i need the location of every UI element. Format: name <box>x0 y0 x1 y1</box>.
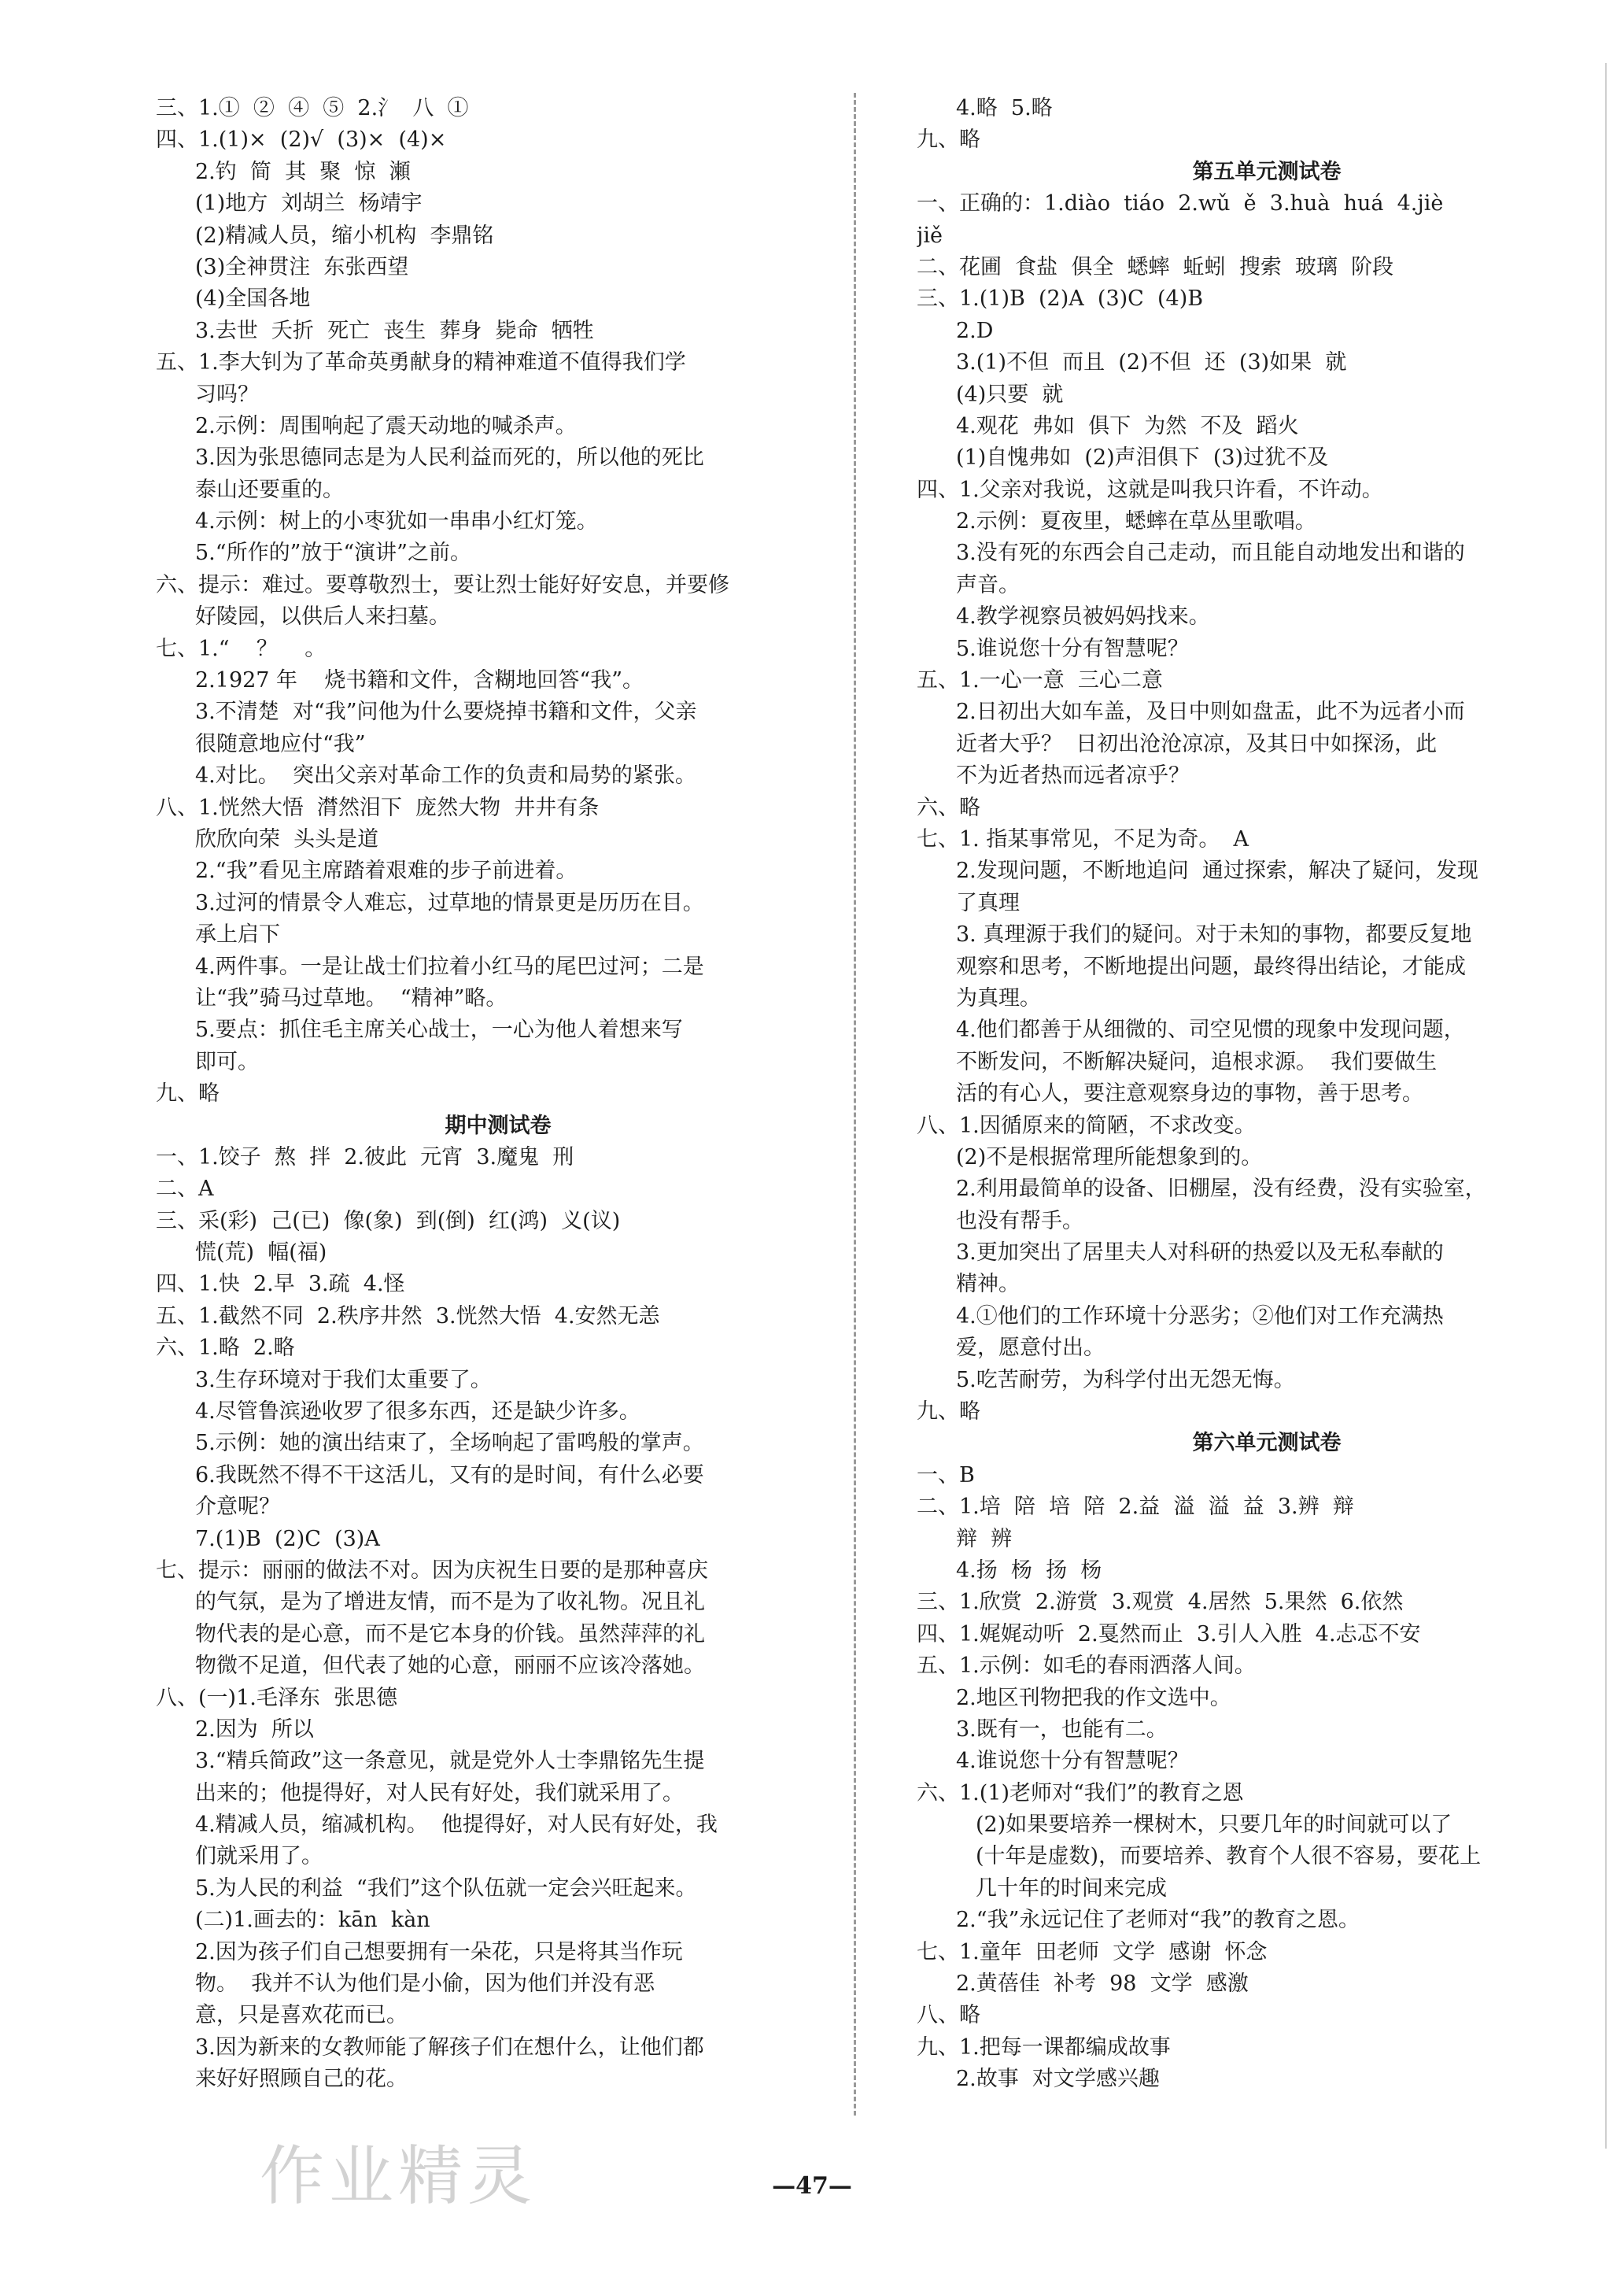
answer-line: 4.观花 弗如 俱下 为然 不及 蹈火 <box>956 413 1299 438</box>
answer-line: 5.谁说您十分有智慧呢？ <box>956 636 1189 661</box>
answer-line: 4.谁说您十分有智慧呢？ <box>956 1749 1189 1774</box>
answer-line: 八、略 <box>917 2003 980 2028</box>
answer-line: 2.D <box>956 318 994 343</box>
answer-line: (4)只要 就 <box>956 382 1064 407</box>
answer-line: 七、提示：丽丽的做法不对。因为庆祝生日要的是那种喜庆 <box>156 1558 708 1583</box>
answer-line: 习吗？ <box>195 382 259 407</box>
answer-line: 5.“所作的”放于“演讲”之前。 <box>195 541 471 566</box>
answer-line: 二、花圃 食盐 俱全 蟋蟀 蚯蚓 搜索 玻璃 阶段 <box>917 254 1394 279</box>
answer-line: 近者大乎？ 日初出沧沧凉凉，及其日中如探汤，此 <box>956 731 1438 756</box>
answer-line: 精神。 <box>956 1272 1020 1297</box>
answer-line: 2.“我”永远记住了老师对“我”的教育之恩。 <box>956 1908 1360 1933</box>
answer-line: 3.不清楚 对“我”问他为什么要烧掉书籍和文件，父亲 <box>195 700 697 725</box>
answer-line: 三、1.(1)B (2)A (3)C (4)B <box>917 286 1204 312</box>
answer-line: (十年是虚数)，而要培养、教育个人很不容易，要花上 <box>976 1844 1482 1869</box>
answer-line: 三、1.① ② ④ ⑤ 2.氵 八 ① <box>156 96 469 120</box>
answer-line: 五、1.一心一意 三心二意 <box>917 668 1163 693</box>
answer-line: (1)自愧弗如 (2)声泪俱下 (3)过犹不及 <box>956 445 1329 471</box>
answer-line: 2.“我”看见主席踏着艰难的步子前进着。 <box>195 859 578 884</box>
answer-line: 4.教学视察员被妈妈找来。 <box>956 604 1210 630</box>
answer-line: 3.过河的情景令人难忘，过草地的情景更是历历在目。 <box>195 890 704 915</box>
answer-line: 不断发问，不断解决疑问，追根求源。 我们要做生 <box>956 1049 1438 1074</box>
answer-line: 七、1.童年 田老师 文学 感谢 怀念 <box>917 1939 1268 1964</box>
answer-line: 九、略 <box>156 1081 220 1107</box>
answer-line: 物。 我并不认为他们是小偷，因为他们并没有恶 <box>195 1972 655 1997</box>
answer-line: 为真理。 <box>956 985 1041 1011</box>
answer-line: 五、1.李大钊为了革命英勇献身的精神难道不值得我们学 <box>156 350 686 375</box>
answer-line: 3.生存环境对于我们太重要了。 <box>195 1367 492 1392</box>
answer-line: (4)全国各地 <box>195 286 311 312</box>
answer-line: 物微不足道，但代表了她的心意，丽丽不应该冷落她。 <box>195 1654 705 1679</box>
answer-line: 辩 辨 <box>956 1526 1013 1551</box>
answer-line: (二)1.画去的：kān kàn <box>195 1908 430 1933</box>
answer-line: 好陵园，以供后人来扫墓。 <box>195 604 450 630</box>
answer-line: 4.扬 杨 扬 杨 <box>956 1558 1102 1583</box>
answer-line: 2.地区刊物把我的作文选中。 <box>956 1685 1231 1710</box>
answer-line: 三、采(彩) 己(已) 像(象) 到(倒) 红(鸿) 义(议) <box>156 1208 621 1233</box>
answer-line: 们就采用了。 <box>195 1844 323 1869</box>
answer-line: 5.示例：她的演出结束了，全场响起了雷鸣般的掌声。 <box>195 1431 704 1456</box>
answer-line: 3.既有一，也能有二。 <box>956 1717 1168 1742</box>
answer-line: 六、略 <box>917 795 980 820</box>
answer-line: 2.利用最简单的设备、旧棚屋，没有经费，没有实验室， <box>956 1177 1486 1202</box>
answer-line: 六、1.(1)老师对“我们”的教育之恩 <box>917 1780 1244 1805</box>
answer-line: 4.略 5.略 <box>956 96 1053 120</box>
answer-line: 三、1.欣赏 2.游赏 3.观赏 4.居然 5.果然 6.依然 <box>917 1590 1404 1615</box>
answer-line: 2.日初出大如车盖，及日中则如盘盂，此不为远者小而 <box>956 700 1465 725</box>
answer-line: 3.更加突出了居里夫人对科研的热爱以及无私奉献的 <box>956 1240 1444 1266</box>
answer-line: 九、1.把每一课都编成故事 <box>917 2034 1171 2060</box>
answer-line: 4.两件事。一是让战士们拉着小红马的尾巴过河；二是 <box>195 954 704 979</box>
answer-line: 五、1.截然不同 2.秩序井然 3.恍然大悟 4.安然无恙 <box>156 1303 660 1329</box>
answer-line: 3. 真理源于我们的疑问。对于未知的事物，都要反复地 <box>956 922 1472 948</box>
answer-line: 二、A <box>156 1177 214 1202</box>
answer-line: 也没有帮手。 <box>956 1208 1083 1233</box>
answer-line: 5.要点：抓住毛主席关心战士，一心为他人着想来写 <box>195 1018 683 1043</box>
answer-line: 4.对比。 突出父亲对革命工作的负责和局势的紧张。 <box>195 763 696 789</box>
answer-line: 4.尽管鲁滨逊收罗了很多东西，还是缺少许多。 <box>195 1399 640 1425</box>
answer-line: 介意呢？ <box>195 1495 280 1520</box>
answer-line: 7.(1)B (2)C (3)A <box>195 1526 380 1551</box>
answer-line: (2)不是根据常理所能想象到的。 <box>956 1144 1263 1170</box>
answer-line: 4.示例：树上的小枣犹如一串串小红灯笼。 <box>195 509 598 534</box>
answer-line: 六、提示：难过。要尊敬烈士，要让烈士能好好安息，并要修 <box>156 572 729 597</box>
answer-line: 八、1.因循原来的简陋，不求改变。 <box>917 1113 1256 1138</box>
column-divider <box>854 93 856 2116</box>
watermark: 作业精灵 <box>260 2139 537 2214</box>
section-heading: 期中测试卷 <box>445 1113 552 1138</box>
answer-line: 2.钓 简 其 聚 惊 瀬 <box>195 159 411 184</box>
answer-line: 几十年的时间来完成 <box>976 1875 1167 1901</box>
answer-line: 承上启下 <box>195 922 280 948</box>
answer-line: 四、1.快 2.早 3.疏 4.怪 <box>156 1272 405 1297</box>
section-heading: 第五单元测试卷 <box>1192 159 1342 184</box>
answer-line: 2.示例：夏夜里，蟋蟀在草丛里歌唱。 <box>956 509 1316 534</box>
answer-line: 2.故事 对文学感兴趣 <box>956 2067 1160 2092</box>
answer-line: 4.精减人员，缩减机构。 他提得好，对人民有好处，我 <box>195 1813 718 1838</box>
answer-line: 很随意地应付“我” <box>195 731 366 756</box>
answer-line: 3.去世 夭折 死亡 丧生 葬身 毙命 牺牲 <box>195 318 594 343</box>
answer-line: 一、正确的：1.diào tiáo 2.wǔ ě 3.huà huá 4.jiè <box>917 191 1444 216</box>
answer-line: 3.没有死的东西会自己走动，而且能自动地发出和谐的 <box>956 541 1465 566</box>
answer-line: 四、1.父亲对我说，这就是叫我只许看，不许动。 <box>917 477 1383 502</box>
answer-line: 欣欣向荣 头头是道 <box>195 826 379 852</box>
answer-line: 2.发现问题，不断地追问 通过探索，解决了疑问，发现 <box>956 859 1478 884</box>
answer-line: 意，只是喜欢花而已。 <box>195 2003 408 2028</box>
answer-line: 不为近者热而远者凉乎？ <box>956 763 1190 789</box>
answer-line: 6.我既然不得不干这活儿，又有的是时间，有什么必要 <box>195 1462 704 1487</box>
answer-line: (1)地方 刘胡兰 杨靖宇 <box>195 191 423 216</box>
answer-line: 七、1.“ ？ 。 <box>156 636 327 661</box>
answer-line: 五、1.示例：如毛的春雨洒落人间。 <box>917 1654 1256 1679</box>
answer-line: 2.示例：周围响起了震天动地的喊杀声。 <box>195 413 577 438</box>
answer-line: 了真理 <box>956 890 1020 915</box>
answer-line: 即可。 <box>195 1049 259 1074</box>
answer-line: 活的有心人，要注意观察身边的事物，善于思考。 <box>956 1081 1423 1107</box>
answer-line: jiě <box>917 223 943 248</box>
answer-line: 八、1.恍然大悟 潸然泪下 庞然大物 井井有条 <box>156 795 600 820</box>
answer-line: 九、略 <box>917 1399 980 1425</box>
answer-line: 5.为人民的利益 “我们”这个队伍就一定会兴旺起来。 <box>195 1875 697 1901</box>
answer-column-left <box>156 93 840 2096</box>
answer-line: 八、(一)1.毛泽东 张思德 <box>156 1685 397 1710</box>
answer-line: 一、1.饺子 熬 拌 2.彼此 元宵 3.魔鬼 刑 <box>156 1144 574 1170</box>
answer-line: 六、1.略 2.略 <box>156 1336 295 1361</box>
page-edge-line <box>1605 63 1607 2149</box>
answer-line: 4.①他们的工作环境十分恶劣；②他们对工作充满热 <box>956 1303 1444 1329</box>
answer-line: 泰山还要重的。 <box>195 477 344 502</box>
answer-line: 爱，愿意付出。 <box>956 1336 1105 1361</box>
answer-line: 二、1.培 陪 培 陪 2.益 溢 溢 益 3.辨 辩 <box>917 1495 1354 1520</box>
section-heading: 第六单元测试卷 <box>1192 1431 1342 1456</box>
answer-line: 4.他们都善于从细微的、司空见惯的现象中发现问题， <box>956 1018 1465 1043</box>
answer-line: 5.吃苦耐劳，为科学付出无怨无悔。 <box>956 1367 1295 1392</box>
answer-line: (3)全神贯注 东张西望 <box>195 254 409 279</box>
answer-column-right <box>917 93 1617 2096</box>
answer-line: 3.“精兵简政”这一条意见，就是党外人士李鼎铭先生提 <box>195 1749 705 1774</box>
answer-line: (2)如果要培养一棵树木，只要几年的时间就可以了 <box>976 1813 1452 1838</box>
answer-line: 让“我”骑马过草地。 “精神”略。 <box>195 985 507 1011</box>
answer-line: 3.因为新来的女教师能了解孩子们在想什么，让他们都 <box>195 2034 704 2060</box>
answer-line: 2.1927 年 烧书籍和文件，含糊地回答“我”。 <box>195 668 644 693</box>
answer-line: 四、1.(1)× (2)√ (3)× (4)× <box>156 127 447 153</box>
answer-line: 物代表的是心意，而不是它本身的价钱。虽然萍萍的礼 <box>195 1621 705 1646</box>
answer-line: 声音。 <box>956 572 1020 597</box>
answer-line: 3.因为张思德同志是为人民利益而死的，所以他的死比 <box>195 445 704 471</box>
answer-line: 一、B <box>917 1462 975 1487</box>
answer-line: 观察和思考，不断地提出问题，最终得出结论，才能成 <box>956 954 1466 979</box>
answer-line: 的气氛，是为了增进友情，而不是为了收礼物。况且礼 <box>195 1590 705 1615</box>
answer-line: 3.(1)不但 而且 (2)不但 还 (3)如果 就 <box>956 350 1347 375</box>
answer-line: 四、1.娓娓动听 2.戛然而止 3.引人入胜 4.忐忑不安 <box>917 1621 1421 1646</box>
answer-line: 来好好照顾自己的花。 <box>195 2067 408 2092</box>
answer-line: 出来的；他提得好，对人民有好处，我们就采用了。 <box>195 1780 684 1805</box>
answer-line: (2)精减人员，缩小机构 李鼎铭 <box>195 223 494 248</box>
answer-line: 七、1. 指某事常见，不足为奇。 A <box>917 826 1249 852</box>
page-number: —47— <box>772 2172 852 2200</box>
answer-line: 2.因为孩子们自己想要拥有一朵花，只是将其当作玩 <box>195 1939 683 1964</box>
answer-line: 九、略 <box>917 127 980 153</box>
answer-line: 2.因为 所以 <box>195 1717 314 1742</box>
answer-line: 慌(荒) 幅(福) <box>195 1240 327 1266</box>
answer-line: 2.黄蓓佳 补考 98 文学 感激 <box>956 1972 1249 1997</box>
